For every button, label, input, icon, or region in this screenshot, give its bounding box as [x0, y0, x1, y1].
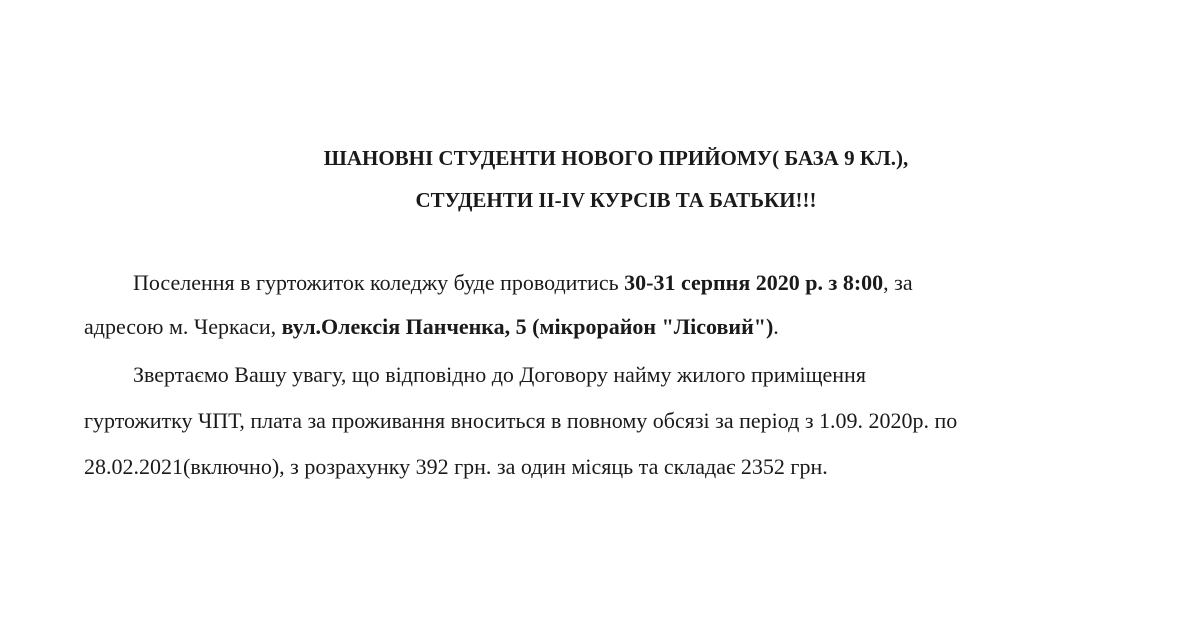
heading-line-1: ШАНОВНІ СТУДЕНТИ НОВОГО ПРИЙОМУ( БАЗА 9 КЛ.),: [323, 146, 909, 170]
paragraph-2-line-1: Звертаємо Вашу увагу, що відповідно до Договору найму жилого приміщення: [133, 362, 866, 387]
address-text: адресою м. Черкаси,: [84, 314, 282, 339]
settlement-text: Поселення в гуртожиток коледжу буде проводитись: [133, 270, 625, 295]
settlement-tail: , за: [883, 270, 913, 295]
paragraph-1-line-2: [84, 314, 779, 340]
address-tail: .: [773, 314, 779, 339]
address-street: вул.Олексія Панченка, 5 (мікрорайон "Лісовий"): [281, 314, 774, 339]
paragraph-2-line-2: гуртожитку ЧПТ, плата за проживання вноситься в повному обсязі за період з 1.09. 2020р. по: [84, 408, 958, 433]
settlement-date: 30-31 серпня 2020 р. з 8:00: [624, 270, 884, 295]
paragraph-2-line-3: 28.02.2021(включно), з розрахунку 392 грн. за один місяць та складає 2352 грн.: [84, 454, 828, 479]
heading-line-2: СТУДЕНТИ ІІ-ІV КУРСІВ ТА БАТЬКИ!!!: [415, 188, 817, 212]
paragraph-1-line-1: [133, 270, 913, 296]
